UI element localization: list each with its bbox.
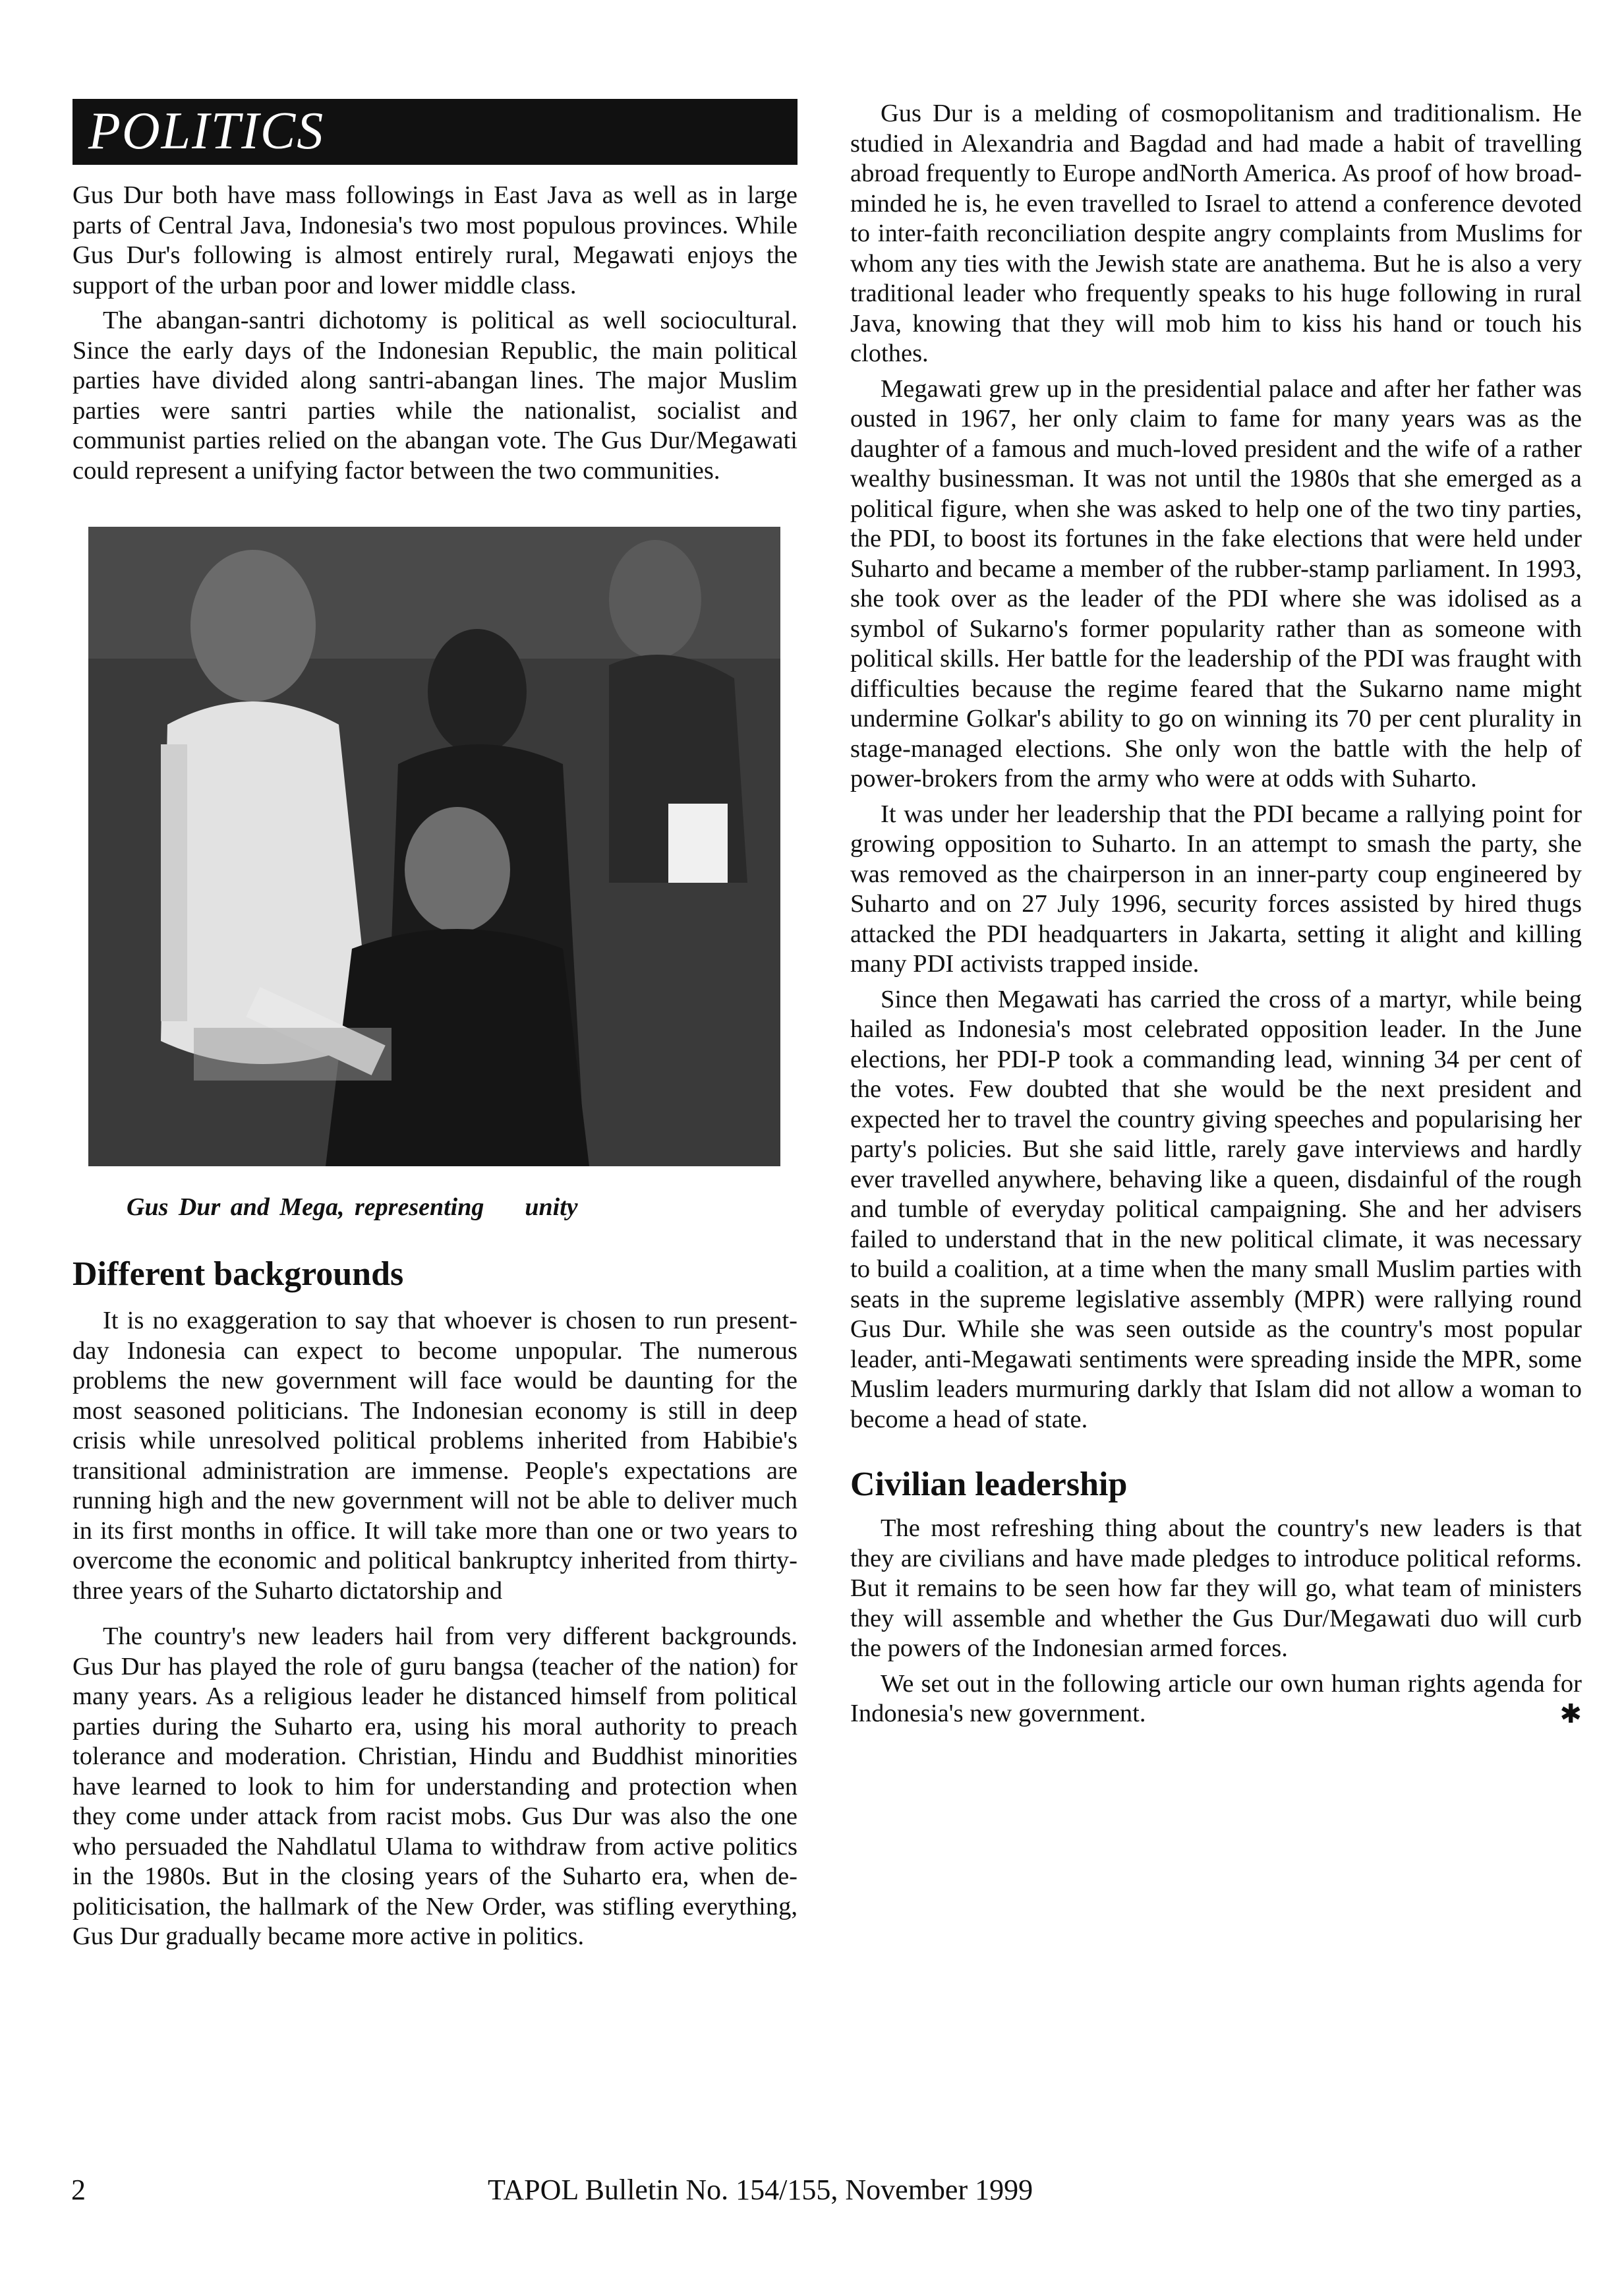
photo-caption: Gus Dur and Mega, representing unity — [127, 1193, 578, 1221]
photo — [88, 527, 780, 1166]
section-heading: Civilian leadership — [850, 1466, 1128, 1503]
right-column — [850, 99, 1582, 1729]
left-column — [72, 99, 798, 1952]
body-paragraph: Megawati grew up in the presidential palace and after her father was ousted in 1967, her only claim to fame for many years was as the daughter of a famous and much-loved president and the wife of a rather wealthy businessman. It was not until the 1980s that she emerged as a political figure, when she was asked to help one of the two tiny parties, the PDI, to boost its fortunes in the fake elections that were held under Suharto and became a member of the rubber-stamp parliament. In 1993, she took over as the leader of the PDI where she was idolised as a symbol of Sukarno's former popularity rather than as someone with political skills. Her battle for the leadership of the PDI was fraught with difficulties because the regime feared that the Sukarno name might undermine Golkar's ability to go on winning its 70 per cent plurality in stage-managed elections. She only won the battle with the help of power-brokers from the army who were at odds with Suharto. — [850, 374, 1582, 792]
body-paragraph: The country's new leaders hail from very different backgrounds. Gus Dur has played the role of guru bangsa (teacher of the nation) for many years. As a religious leader he distanced himself from political parties during the Suharto era, using his moral authority to preach tolerance and moderation. Christian, Hindu and Buddhist minorities have learned to look to him for understanding and protection when they come under attack from racist mobs. Gus Dur was also the one who persuaded the Nahdlatul Ulama to withdraw from active politics in the 1980s. But in the closing years of the Suharto era, when de-politicisation, the hallmark of the New Order, was stifling everything, Gus Dur gradually became more active in politics. — [72, 1622, 798, 1950]
intro-paragraph: The abangan-santri dichotomy is political as well sociocultural. Since the early days of the Indonesian Republic, the main political parties have divided along santri-abangan lines. The major Muslim parties were santri parties while the nationalist, socialist and communist parties relied on the abangan vote. The Gus Dur/Megawati could represent a unifying factor between the two communities. — [72, 307, 798, 485]
page-number: 2 — [71, 2174, 86, 2206]
body-paragraph: Gus Dur is a melding of cosmopolitanism and traditionalism. He studied in Alexandria and Bagdad and had made a habit of travelling abroad frequently to Europe andNorth America. As proof of how broad-minded he is, he even travelled to Israel to attend a conference devoted to inter-faith reconciliation despite angry complaints from Muslims for whom any ties with the Jewish state are anathema. But he is also a very traditional leader who frequently speaks to his huge following in rural Java, knowing that they will mob him to kiss his hand or touch his clothes. — [850, 100, 1582, 367]
section-banner-title: POLITICS — [88, 102, 325, 160]
body-paragraph: Since then Megawati has carried the cross of a martyr, while being hailed as Indonesia's most celebrated opposition leader. In the June elections, her PDI-P took a commanding lead, winning 34 per cent of the votes. Few doubted that she would be the next president and expected her to travel the country giving speeches and popularising her party's policies. But she said little, rarely gave interviews and hardly ever travelled anywhere, behaving like a queen, disdainful of the rough and tumble of everyday political campaigning. She and her advisers failed to understand that in the new political climate, it was necessary to build a coalition, at a time when the many small Muslim parties with seats in the supreme legislative assembly (MPR) were rallying round Gus Dur. While she was seen outside as the country's most popular leader, anti-Megawati sentiments were spreading inside the MPR, some Muslim leaders murmuring darkly that Islam did not allow a woman to become a head of state. — [850, 985, 1582, 1433]
intro-paragraph: Gus Dur both have mass followings in East Java as well as in large parts of Central Java, Indonesia's two most populous provinces. While Gus Dur's following is almost entirely rural, Megawati enjoys the support of the urban poor and lower middle class. — [72, 181, 798, 299]
body-paragraph: It is no exaggeration to say that whoever is chosen to run present-day Indonesia can expect to become unpopular. The numerous problems the new government will face would be daunting for the most seasoned politicians. The Indonesian economy is still in deep crisis while unresolved political problems inherited from Habibie's transitional administration are immense. People's expectations are running high and the new government will not be able to deliver much in its first months in office. It will take more than one or two years to overcome the economic and political bankruptcy inherited from thirty-three years of the Suharto dictatorship and — [72, 1307, 798, 1605]
body-paragraph: The most refreshing thing about the country's new leaders is that they are civilians and have made pledges to introduce political reforms. But it remains to be seen how far they will go, what team of ministers they will assemble and whether the Gus Dur/Megawati duo will curb the powers of the Indonesian armed forces. — [850, 1514, 1582, 1662]
publication-line: TAPOL Bulletin No. 154/155, November 1999 — [488, 2174, 1033, 2206]
section-banner — [72, 99, 798, 165]
photo-illustration — [88, 527, 780, 1166]
end-mark-icon: ✱ — [1559, 1699, 1582, 1729]
section-heading: Different backgrounds — [72, 1255, 404, 1293]
page-footer — [0, 2173, 1624, 2213]
closing-text: We set out in the following article our own human rights agenda for Indonesia's new government. — [850, 1669, 1582, 1727]
closing-paragraph — [850, 1669, 1582, 1729]
body-paragraph: It was under her leadership that the PDI became a rallying point for growing opposition to Suharto. In an attempt to smash the party, she was removed as the chairperson in an inner-party coup engineered by Suharto and on 27 July 1996, security forces assisted by hired thugs attacked the PDI headquarters in Jakarta, setting it alight and killing many PDI activists trapped inside. — [850, 800, 1582, 978]
